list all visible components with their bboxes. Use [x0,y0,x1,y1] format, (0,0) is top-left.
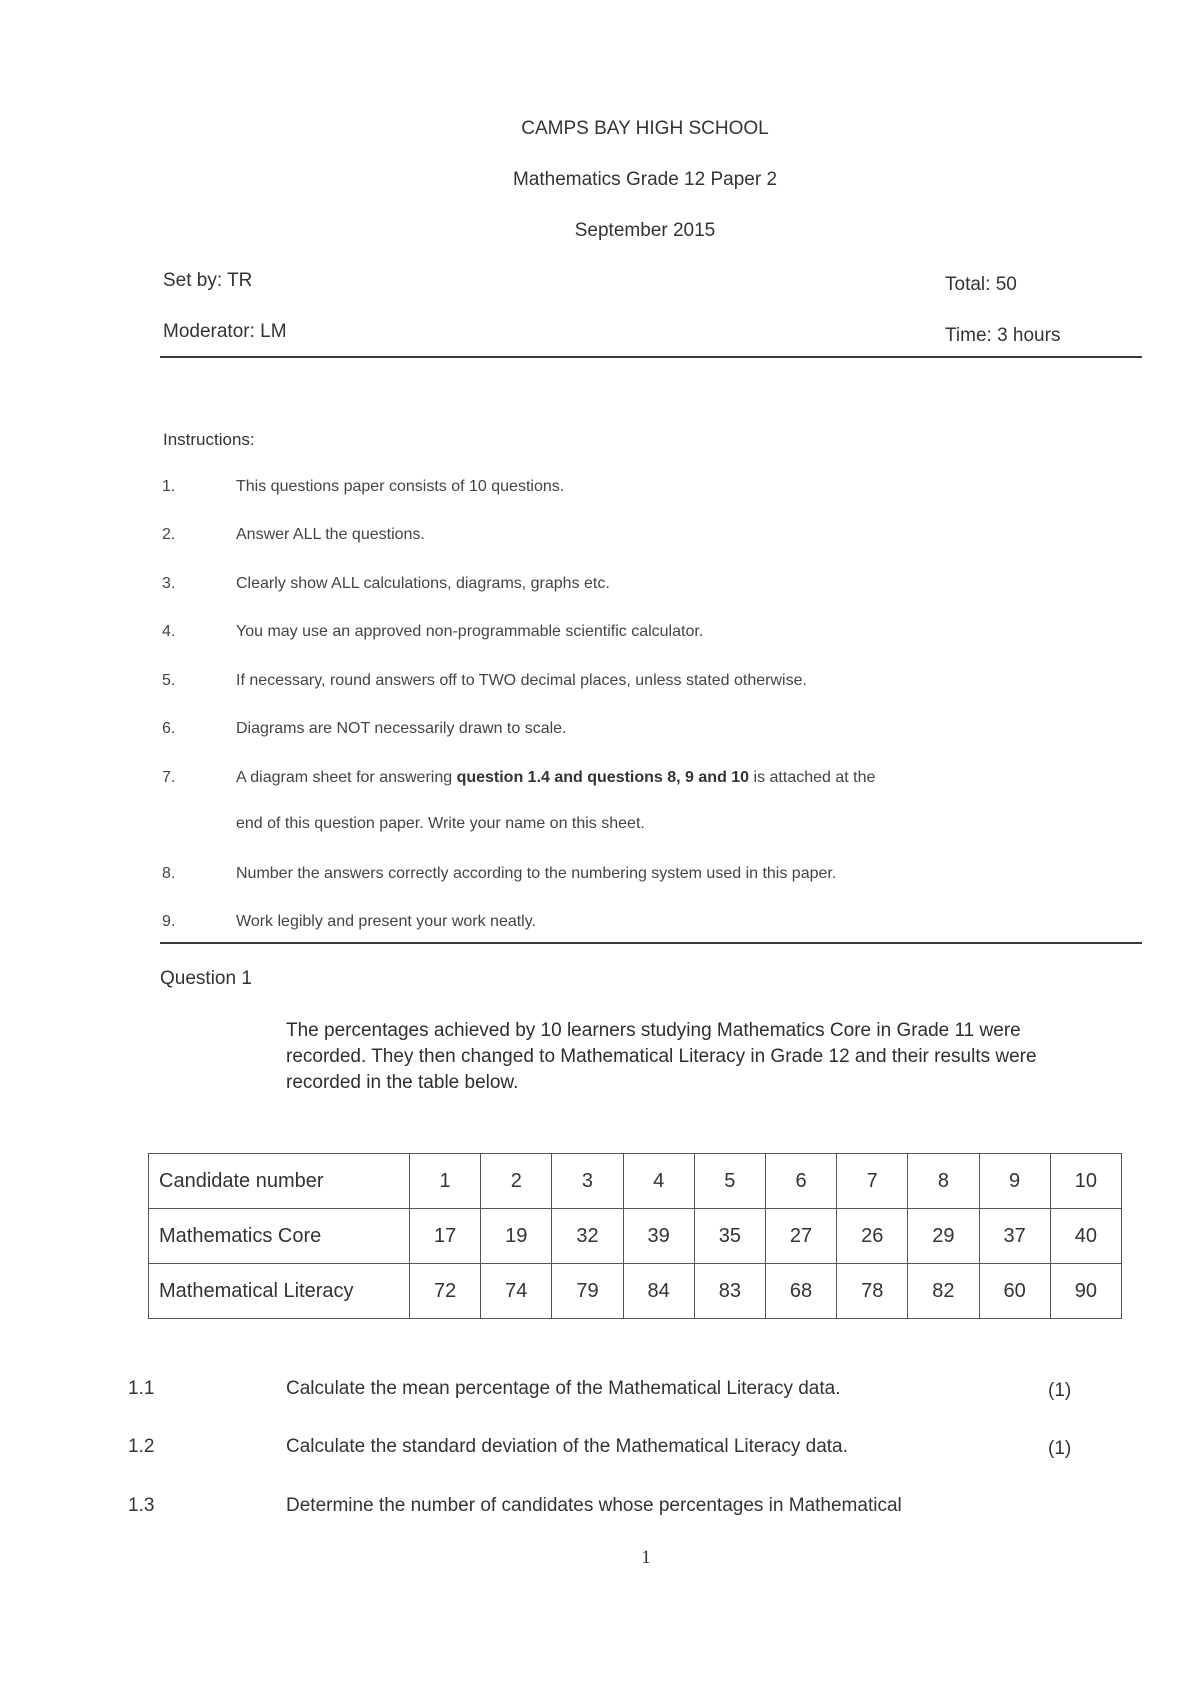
table-cell: 6 [765,1154,836,1209]
subquestion-text: Calculate the mean percentage of the Mathematical Literacy data. [286,1378,841,1399]
table-cell: 39 [623,1209,694,1264]
table-cell: 84 [623,1264,694,1319]
instruction-number: 7. [162,769,176,786]
instruction-number: 1. [162,478,176,495]
instruction-number: 3. [162,575,176,592]
subquestion-marks: (1) [1048,1380,1072,1401]
table-cell: 72 [410,1264,481,1319]
instruction-number: 9. [162,913,176,930]
table-cell: 9 [979,1154,1050,1209]
instruction-number: 6. [162,720,176,737]
table-cell: 7 [837,1154,908,1209]
table-cell: 40 [1050,1209,1121,1264]
instruction-number: 2. [162,526,176,543]
table-cell: 83 [694,1264,765,1319]
instruction-text: You may use an approved non-programmable scientific calculator. [236,623,704,640]
table-cell: 29 [908,1209,979,1264]
table-row-label: Mathematics Core [149,1209,410,1264]
table-cell: 32 [552,1209,623,1264]
subquestion-text: Calculate the standard deviation of the Mathematical Literacy data. [286,1436,848,1457]
table-row-label: Mathematical Literacy [149,1264,410,1319]
set-by: Set by: TR [163,270,253,291]
instruction-number: 5. [162,672,176,689]
table-cell: 3 [552,1154,623,1209]
subquestion-number: 1.2 [128,1436,155,1457]
instruction-text: Clearly show ALL calculations, diagrams, graphs etc. [236,575,610,592]
instructions-divider [160,942,1142,944]
subquestion-number: 1.1 [128,1378,155,1399]
table-cell: 60 [979,1264,1050,1319]
table-cell: 37 [979,1209,1050,1264]
table-cell: 17 [410,1209,481,1264]
instruction-bold-text: question 1.4 and questions 8, 9 and 10 [456,769,750,786]
total-marks: Total: 50 [945,274,1017,295]
table-cell: 35 [694,1209,765,1264]
table-cell: 82 [908,1264,979,1319]
question-title: Question 1 [160,968,252,989]
table-cell: 4 [623,1154,694,1209]
page-number: 1 [641,1547,651,1568]
results-table [148,1153,1122,1319]
subquestion-number: 1.3 [128,1495,155,1516]
instruction-text: Diagrams are NOT necessarily drawn to scale. [236,720,567,737]
instruction-number: 8. [162,865,176,882]
instruction-text-continued: end of this question paper. Write your name on this sheet. [236,815,645,832]
instruction-text-part: A diagram sheet for answering [236,769,457,786]
table-cell: 2 [481,1154,552,1209]
exam-date: September 2015 [574,220,716,241]
instruction-text: This questions paper consists of 10 questions. [236,478,565,495]
table-cell: 26 [837,1209,908,1264]
moderator: Moderator: LM [163,321,287,342]
instruction-text: If necessary, round answers off to TWO decimal places, unless stated otherwise. [236,672,807,689]
table-cell: 19 [481,1209,552,1264]
instruction-text: Answer ALL the questions. [236,526,425,543]
instruction-text [236,769,875,787]
header-divider [160,356,1142,358]
table-cell: 78 [837,1264,908,1319]
table-row-label: Candidate number [149,1154,410,1209]
instruction-text-part: is attached at the [749,769,876,786]
table-cell: 27 [765,1209,836,1264]
table-cell: 68 [765,1264,836,1319]
instruction-text: Number the answers correctly according to the numbering system used in this paper. [236,865,837,882]
subquestion-text: Determine the number of candidates whose percentages in Mathematical [286,1495,902,1516]
time-allowed: Time: 3 hours [945,325,1061,346]
table-row [149,1209,1122,1264]
table-row [149,1264,1122,1319]
table-cell: 1 [410,1154,481,1209]
table-cell: 74 [481,1264,552,1319]
instruction-text: Work legibly and present your work neatly. [236,913,536,930]
instructions-label: Instructions: [163,430,255,449]
school-name: CAMPS BAY HIGH SCHOOL [521,118,769,139]
instruction-number: 4. [162,623,176,640]
table-cell: 79 [552,1264,623,1319]
table-cell: 8 [908,1154,979,1209]
table-cell: 90 [1050,1264,1121,1319]
question-intro: The percentages achieved by 10 learners studying Mathematics Core in Grade 11 were recorded. They then changed to Mathematical Literacy in Grade 12 and their results were recorded in the table below. [286,1020,1037,1093]
subquestion-marks: (1) [1048,1438,1072,1459]
table-cell: 5 [694,1154,765,1209]
paper-title: Mathematics Grade 12 Paper 2 [512,169,778,190]
table-row [149,1154,1122,1209]
table-cell: 10 [1050,1154,1121,1209]
